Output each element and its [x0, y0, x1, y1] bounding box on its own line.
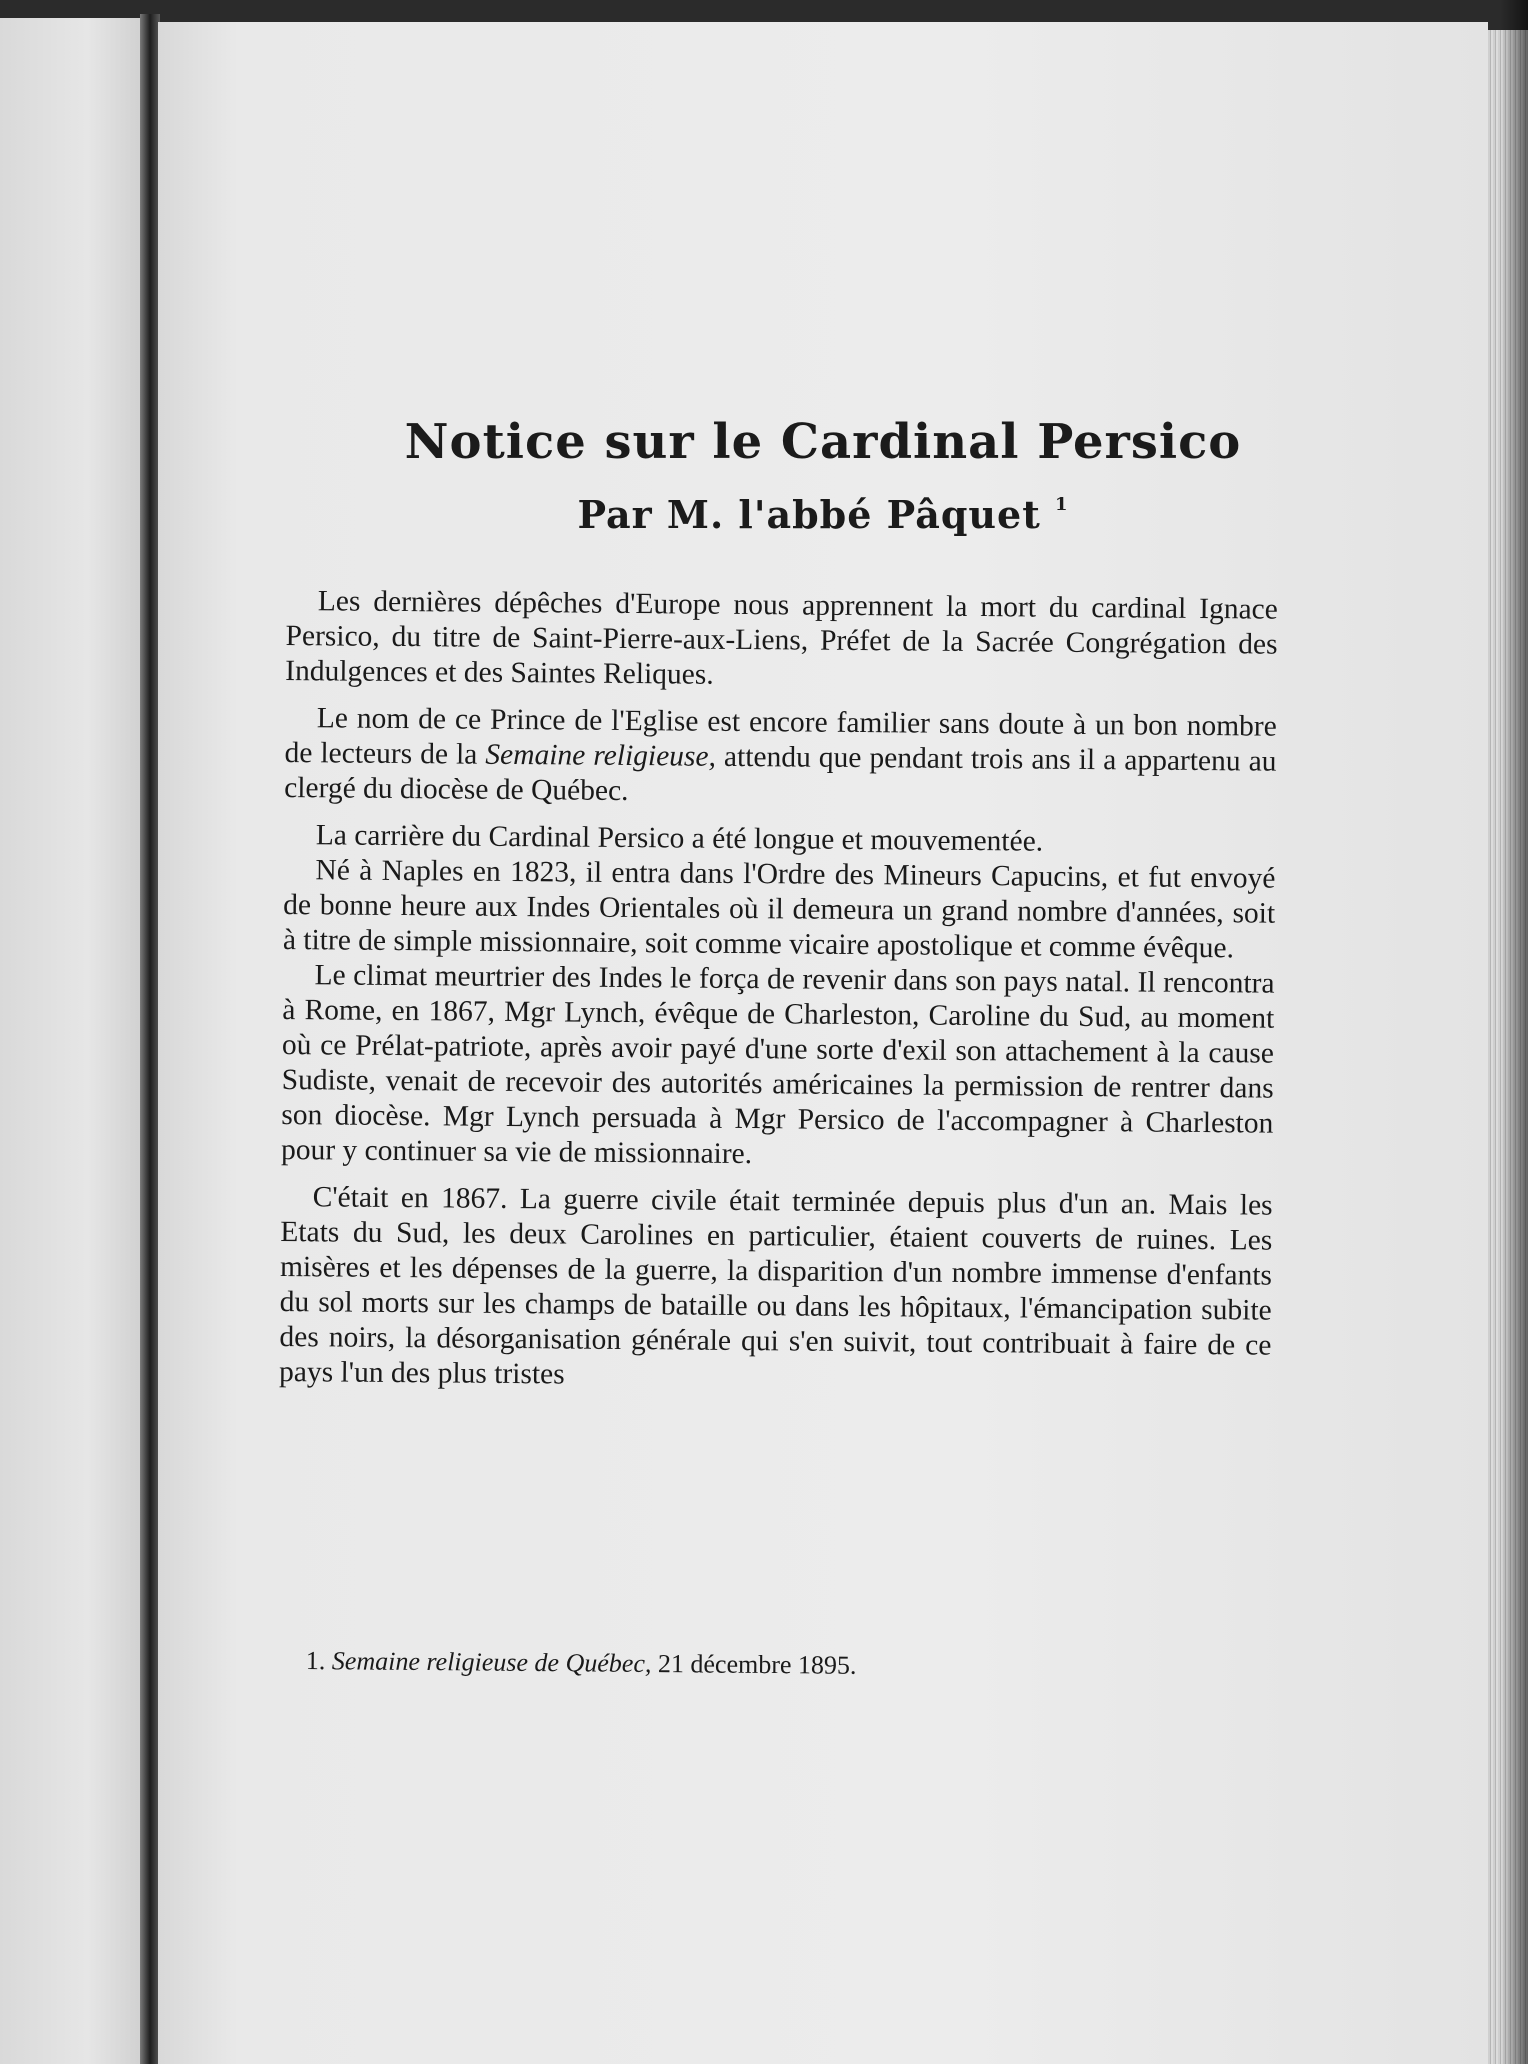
paragraph-text: Le nom de ce Prince de l'Eglise est encore familier sans doute à un bon nombre de lecteurs de la: [284, 702, 1277, 771]
article-body: [279, 584, 1278, 1411]
footnote: [306, 1646, 1206, 1684]
article-title: Notice sur le Cardinal Persico: [404, 414, 1242, 470]
article-byline: [158, 492, 1488, 537]
footnote-source: Semaine religieuse de Québec,: [331, 1646, 652, 1679]
footnote-reference: 1: [1055, 494, 1069, 515]
footnote-number: 1.: [305, 1646, 326, 1676]
footnote-date: 21 décembre 1895.: [651, 1649, 857, 1680]
byline-text: Par M. l'abbé Pâquet: [577, 492, 1041, 537]
book-page: [158, 22, 1488, 2064]
paragraph: Né à Naples en 1823, il entra dans l'Ordre des Mineurs Capucins, et fut envoyé de bonne heure aux Indes Orientales où il demeura un grand nombre d'années, soit à titre de simple missionnaire, soit comme vicaire apostolique et comme évêque.: [282, 854, 1276, 965]
paragraph: La carrière du Cardinal Persico a été longue et mouvementée.: [315, 819, 1044, 858]
paragraph: Les dernières dépêches d'Europe nous apprennent la mort du cardinal Ignace Persico, du titre de Saint-Pierre-aux-Liens, Préfet de la Sacrée Congrégation des Indulgences et des Saintes Reliques.: [285, 585, 1278, 691]
publication-title: Semaine religieuse,: [485, 738, 717, 773]
paragraph-text: attendu que pendant trois ans il a appartenu au clergé du diocèse de Québec.: [284, 740, 1277, 807]
paragraph: Le climat meurtrier des Indes le força de revenir dans son pays natal. Il rencontra à Rome, en 1867, Mgr Lynch, évêque de Charleston, Caroline du Sud, au moment où ce Prélat-patriote, après avoir payé d'une sorte d'exil son attachement à la cause Sudiste, venait de recevoir des autorités américaines la permission de rentrer dans son diocèse. Mgr Lynch persuada à Mgr Persico de l'accompagner à Charleston pour y continuer sa vie de missionnaire.: [280, 959, 1275, 1171]
paragraph: [284, 701, 1277, 815]
facing-page-edge: [0, 18, 146, 2064]
scan-shadow: [1500, 0, 1528, 2064]
book-gutter: [140, 14, 160, 2064]
paragraph: C'était en 1867. La guerre civile était terminée depuis plus d'un an. Mais les Etats du Sud, les deux Carolines en particulier, étaient couverts de ruines. Les misères et les dépenses de la guerre, la disparition d'un nombre immense d'enfants du sol morts sur les champs de bataille ou dans les hôpitaux, l'émancipation subite des noirs, la désorganisation générale qui s'en suivit, tout contribuait à faire de ce pays l'un des plus tristes: [278, 1181, 1273, 1391]
